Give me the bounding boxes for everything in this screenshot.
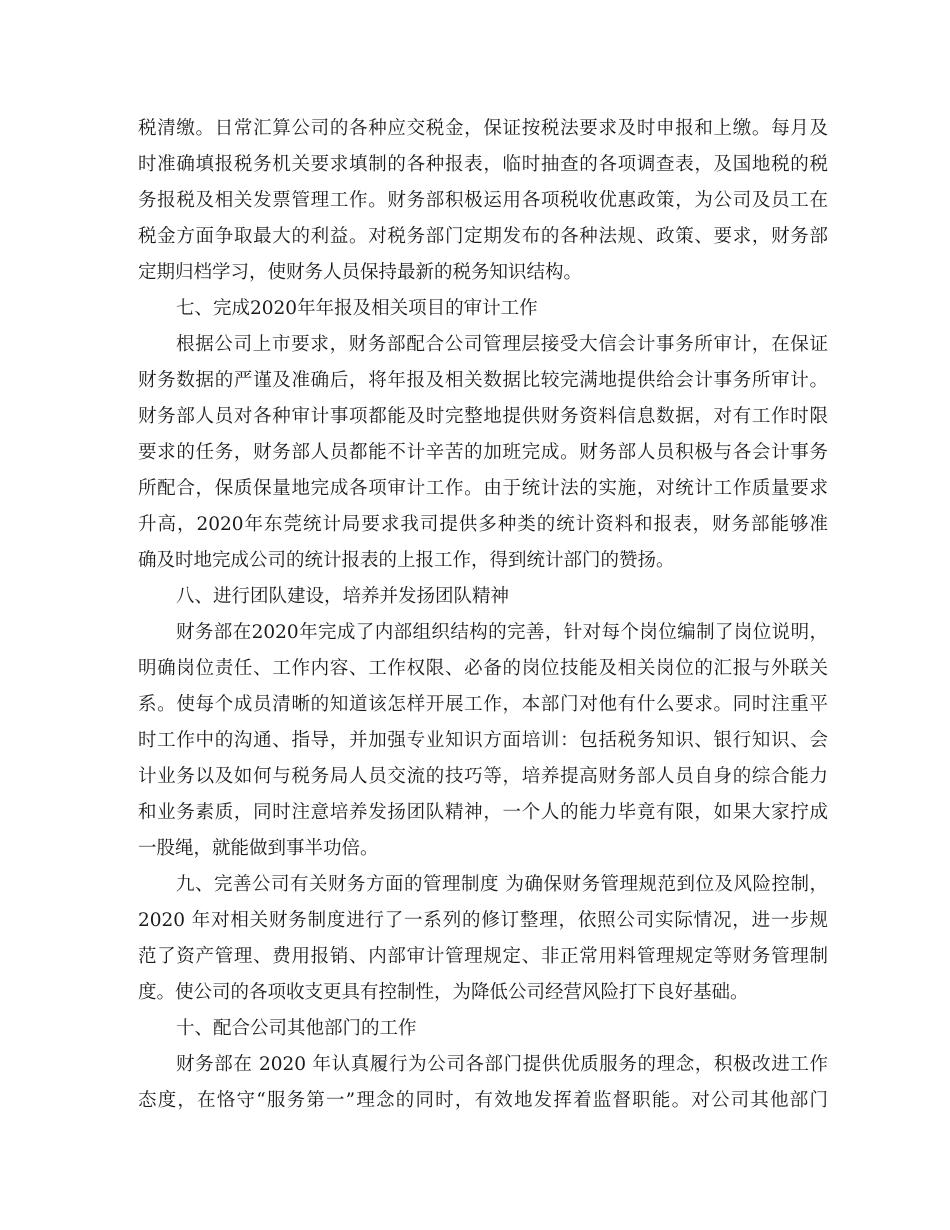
text-line: 时准确填报税务机关要求填制的各种报表，临时抽查的各项调查表，及国地税的税 — [138, 154, 828, 175]
section-heading: 七、完成2020年年报及相关项目的审计工作 — [176, 298, 538, 319]
text-line: 财务数据的严谨及准确后，将年报及相关数据比较完满地提供给会计事务所审计。 — [138, 370, 828, 391]
section-heading: 十、配合公司其他部门的工作 — [176, 1018, 417, 1039]
text-line: 明确岗位责任、工作内容、工作权限、必备的岗位技能及相关岗位的汇报与外联关 — [138, 658, 828, 679]
text-line: 和业务素质，同时注意培养发扬团队精神，一个人的能力毕竟有限，如果大家拧成 — [138, 802, 828, 823]
text-line: 范了资产管理、费用报销、内部审计管理规定、非正常用料管理规定等财务管理制 — [138, 946, 828, 967]
text-line: 系。使每个成员清晰的知道该怎样开展工作，本部门对他有什么要求。同时注重平 — [138, 694, 828, 715]
text-line: 时工作中的沟通、指导，并加强专业知识方面培训：包括税务知识、银行知识、会 — [138, 730, 828, 751]
text-line: 要求的任务，财务部人员都能不计辛苦的加班完成。财务部人员积极与各会计事务 — [138, 442, 828, 463]
paragraph-first-line: 财务部在2020年完成了内部组织结构的完善，针对每个岗位编制了岗位说明， — [176, 622, 828, 643]
text-line: 计业务以及如何与税务局人员交流的技巧等，培养提高财务部人员自身的综合能力 — [138, 766, 828, 787]
section-heading: 九、完善公司有关财务方面的管理制度 为确保财务管理规范到位及风险控制， — [176, 874, 828, 895]
text-line: 税金方面争取最大的利益。对税务部门定期发布的各种法规、政策、要求，财务部 — [138, 226, 828, 247]
text-line: 一股绳，就能做到事半功倍。 — [138, 838, 379, 859]
text-line: 2020 年对相关财务制度进行了一系列的修订整理，依照公司实际情况，进一步规 — [138, 910, 828, 931]
text-line: 度。使公司的各项收支更具有控制性，为降低公司经营风险打下良好基础。 — [138, 982, 749, 1003]
paragraph-first-line: 财务部在 2020 年认真履行为公司各部门提供优质服务的理念，积极改进工作 — [176, 1054, 828, 1075]
text-line: 态度，在恪守“服务第一”理念的同时，有效地发挥着监督职能。对公司其他部门 — [138, 1090, 828, 1111]
text-line: 定期归档学习，使财务人员保持最新的税务知识结构。 — [138, 262, 583, 283]
paragraph-first-line: 根据公司上市要求，财务部配合公司管理层接受大信会计事务所审计，在保证 — [176, 334, 828, 355]
section-heading: 八、进行团队建设，培养并发扬团队精神 — [176, 586, 510, 607]
text-line: 升高，2020年东莞统计局要求我司提供多种类的统计资料和报表，财务部能够准 — [138, 514, 828, 535]
text-line: 确及时地完成公司的统计报表的上报工作，得到统计部门的赞扬。 — [138, 550, 675, 571]
text-line: 税清缴。日常汇算公司的各种应交税金，保证按税法要求及时申报和上缴。每月及 — [138, 118, 828, 139]
text-line: 财务部人员对各种审计事项都能及时完整地提供财务资料信息数据，对有工作时限 — [138, 406, 828, 427]
text-line: 所配合，保质保量地完成各项审计工作。由于统计法的实施，对统计工作质量要求 — [138, 478, 828, 499]
text-line: 务报税及相关发票管理工作。财务部积极运用各项税收优惠政策，为公司及员工在 — [138, 190, 828, 211]
